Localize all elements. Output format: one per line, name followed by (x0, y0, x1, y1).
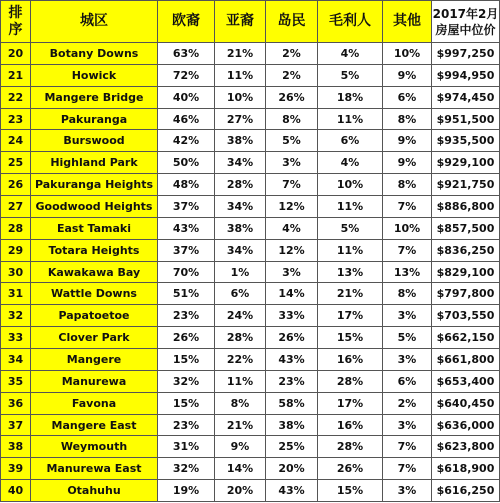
european-share-cell: 15% (158, 392, 215, 414)
other-share-cell: 8% (383, 174, 432, 196)
header-rank-line1: 排 (8, 4, 23, 21)
table-row (1, 152, 500, 174)
islander-share-cell: 43% (266, 480, 318, 502)
rank-cell: 38 (1, 436, 31, 458)
suburb-name-cell: Mangere East (31, 414, 158, 436)
maori-share-cell: 11% (318, 108, 383, 130)
asian-share-cell: 9% (215, 436, 266, 458)
asian-share-cell: 28% (215, 327, 266, 349)
islander-share-cell: 3% (266, 261, 318, 283)
table-row (1, 217, 500, 239)
rank-cell: 40 (1, 480, 31, 502)
median-price-cell: $623,800 (432, 436, 500, 458)
median-price-cell: $797,800 (432, 283, 500, 305)
asian-share-cell: 21% (215, 43, 266, 65)
table-row (1, 174, 500, 196)
table-row (1, 130, 500, 152)
european-share-cell: 46% (158, 108, 215, 130)
median-price-cell: $636,000 (432, 414, 500, 436)
rank-cell: 24 (1, 130, 31, 152)
suburb-name-cell: Mangere Bridge (31, 86, 158, 108)
header-price-line2: 房屋中位价 (435, 22, 496, 37)
european-share-cell: 37% (158, 239, 215, 261)
asian-share-cell: 1% (215, 261, 266, 283)
rank-cell: 34 (1, 349, 31, 371)
median-price-cell: $951,500 (432, 108, 500, 130)
table-row (1, 305, 500, 327)
asian-share-cell: 22% (215, 349, 266, 371)
maori-share-cell: 4% (318, 152, 383, 174)
header-european: 欧裔 (158, 1, 215, 43)
european-share-cell: 23% (158, 305, 215, 327)
islander-share-cell: 23% (266, 370, 318, 392)
rank-cell: 37 (1, 414, 31, 436)
european-share-cell: 31% (158, 436, 215, 458)
maori-share-cell: 10% (318, 174, 383, 196)
other-share-cell: 2% (383, 392, 432, 414)
rank-cell: 21 (1, 64, 31, 86)
rank-cell: 33 (1, 327, 31, 349)
median-price-cell: $921,750 (432, 174, 500, 196)
table-row (1, 414, 500, 436)
suburb-name-cell: Otahuhu (31, 480, 158, 502)
header-islander: 岛民 (266, 1, 318, 43)
other-share-cell: 7% (383, 239, 432, 261)
suburb-name-cell: Highland Park (31, 152, 158, 174)
european-share-cell: 63% (158, 43, 215, 65)
maori-share-cell: 11% (318, 239, 383, 261)
suburb-name-cell: Burswood (31, 130, 158, 152)
asian-share-cell: 27% (215, 108, 266, 130)
other-share-cell: 8% (383, 108, 432, 130)
other-share-cell: 8% (383, 283, 432, 305)
european-share-cell: 23% (158, 414, 215, 436)
header-asian: 亚裔 (215, 1, 266, 43)
islander-share-cell: 12% (266, 239, 318, 261)
rank-cell: 23 (1, 108, 31, 130)
table-row (1, 349, 500, 371)
suburb-name-cell: Totara Heights (31, 239, 158, 261)
european-share-cell: 32% (158, 370, 215, 392)
rank-cell: 22 (1, 86, 31, 108)
islander-share-cell: 43% (266, 349, 318, 371)
european-share-cell: 42% (158, 130, 215, 152)
suburb-name-cell: Manurewa (31, 370, 158, 392)
table-row (1, 436, 500, 458)
median-price-cell: $929,100 (432, 152, 500, 174)
median-price-cell: $661,800 (432, 349, 500, 371)
maori-share-cell: 11% (318, 196, 383, 218)
asian-share-cell: 20% (215, 480, 266, 502)
header-maori: 毛利人 (318, 1, 383, 43)
suburb-name-cell: Pakuranga Heights (31, 174, 158, 196)
islander-share-cell: 4% (266, 217, 318, 239)
suburb-name-cell: Botany Downs (31, 43, 158, 65)
asian-share-cell: 24% (215, 305, 266, 327)
rank-cell: 30 (1, 261, 31, 283)
rank-cell: 36 (1, 392, 31, 414)
asian-share-cell: 34% (215, 152, 266, 174)
maori-share-cell: 4% (318, 43, 383, 65)
islander-share-cell: 25% (266, 436, 318, 458)
islander-share-cell: 26% (266, 86, 318, 108)
maori-share-cell: 16% (318, 414, 383, 436)
asian-share-cell: 11% (215, 64, 266, 86)
table-body (1, 43, 500, 502)
suburb-name-cell: Weymouth (31, 436, 158, 458)
asian-share-cell: 38% (215, 217, 266, 239)
suburb-name-cell: Manurewa East (31, 458, 158, 480)
other-share-cell: 9% (383, 64, 432, 86)
islander-share-cell: 33% (266, 305, 318, 327)
table-row (1, 196, 500, 218)
maori-share-cell: 26% (318, 458, 383, 480)
rank-cell: 27 (1, 196, 31, 218)
other-share-cell: 7% (383, 196, 432, 218)
islander-share-cell: 8% (266, 108, 318, 130)
table-row (1, 261, 500, 283)
median-price-cell: $994,950 (432, 64, 500, 86)
suburb-name-cell: Goodwood Heights (31, 196, 158, 218)
european-share-cell: 70% (158, 261, 215, 283)
table-header (1, 1, 500, 43)
maori-share-cell: 18% (318, 86, 383, 108)
table-row (1, 86, 500, 108)
european-share-cell: 37% (158, 196, 215, 218)
asian-share-cell: 34% (215, 196, 266, 218)
islander-share-cell: 38% (266, 414, 318, 436)
suburb-name-cell: Howick (31, 64, 158, 86)
islander-share-cell: 7% (266, 174, 318, 196)
european-share-cell: 43% (158, 217, 215, 239)
suburb-name-cell: East Tamaki (31, 217, 158, 239)
header-rank-line2: 序 (8, 21, 23, 38)
median-price-cell: $935,500 (432, 130, 500, 152)
maori-share-cell: 13% (318, 261, 383, 283)
other-share-cell: 6% (383, 370, 432, 392)
asian-share-cell: 28% (215, 174, 266, 196)
table-row (1, 480, 500, 502)
median-price-cell: $836,250 (432, 239, 500, 261)
european-share-cell: 32% (158, 458, 215, 480)
islander-share-cell: 14% (266, 283, 318, 305)
european-share-cell: 50% (158, 152, 215, 174)
other-share-cell: 13% (383, 261, 432, 283)
other-share-cell: 5% (383, 327, 432, 349)
median-price-cell: $618,900 (432, 458, 500, 480)
other-share-cell: 7% (383, 436, 432, 458)
rank-cell: 26 (1, 174, 31, 196)
median-price-cell: $974,450 (432, 86, 500, 108)
asian-share-cell: 21% (215, 414, 266, 436)
rank-cell: 28 (1, 217, 31, 239)
header-price-line1: 2017年2月 (432, 6, 499, 21)
asian-share-cell: 38% (215, 130, 266, 152)
european-share-cell: 15% (158, 349, 215, 371)
other-share-cell: 10% (383, 217, 432, 239)
suburb-name-cell: Mangere (31, 349, 158, 371)
maori-share-cell: 6% (318, 130, 383, 152)
rank-cell: 20 (1, 43, 31, 65)
maori-share-cell: 28% (318, 436, 383, 458)
header-median-price (432, 1, 500, 43)
table-row (1, 64, 500, 86)
rank-cell: 39 (1, 458, 31, 480)
table-row (1, 283, 500, 305)
european-share-cell: 40% (158, 86, 215, 108)
european-share-cell: 51% (158, 283, 215, 305)
asian-share-cell: 11% (215, 370, 266, 392)
asian-share-cell: 14% (215, 458, 266, 480)
asian-share-cell: 10% (215, 86, 266, 108)
suburb-name-cell: Kawakawa Bay (31, 261, 158, 283)
rank-cell: 35 (1, 370, 31, 392)
header-row (1, 1, 500, 43)
european-share-cell: 19% (158, 480, 215, 502)
table-row (1, 392, 500, 414)
maori-share-cell: 17% (318, 392, 383, 414)
maori-share-cell: 17% (318, 305, 383, 327)
maori-share-cell: 15% (318, 327, 383, 349)
other-share-cell: 6% (383, 86, 432, 108)
other-share-cell: 3% (383, 414, 432, 436)
table-row (1, 239, 500, 261)
asian-share-cell: 6% (215, 283, 266, 305)
asian-share-cell: 8% (215, 392, 266, 414)
islander-share-cell: 2% (266, 43, 318, 65)
median-price-cell: $662,150 (432, 327, 500, 349)
islander-share-cell: 26% (266, 327, 318, 349)
table-row (1, 108, 500, 130)
median-price-cell: $997,250 (432, 43, 500, 65)
table-row (1, 370, 500, 392)
table-row (1, 43, 500, 65)
median-price-cell: $640,450 (432, 392, 500, 414)
median-price-cell: $616,250 (432, 480, 500, 502)
table-row (1, 458, 500, 480)
rank-cell: 32 (1, 305, 31, 327)
header-other: 其他 (383, 1, 432, 43)
other-share-cell: 3% (383, 349, 432, 371)
median-price-cell: $857,500 (432, 217, 500, 239)
islander-share-cell: 2% (266, 64, 318, 86)
other-share-cell: 3% (383, 305, 432, 327)
suburb-name-cell: Papatoetoe (31, 305, 158, 327)
median-price-cell: $653,400 (432, 370, 500, 392)
rank-cell: 31 (1, 283, 31, 305)
suburb-name-cell: Favona (31, 392, 158, 414)
other-share-cell: 3% (383, 480, 432, 502)
islander-share-cell: 12% (266, 196, 318, 218)
suburb-name-cell: Clover Park (31, 327, 158, 349)
european-share-cell: 72% (158, 64, 215, 86)
islander-share-cell: 58% (266, 392, 318, 414)
asian-share-cell: 34% (215, 239, 266, 261)
median-price-cell: $886,800 (432, 196, 500, 218)
other-share-cell: 9% (383, 130, 432, 152)
other-share-cell: 10% (383, 43, 432, 65)
rank-cell: 29 (1, 239, 31, 261)
maori-share-cell: 16% (318, 349, 383, 371)
suburb-name-cell: Pakuranga (31, 108, 158, 130)
other-share-cell: 9% (383, 152, 432, 174)
european-share-cell: 48% (158, 174, 215, 196)
maori-share-cell: 21% (318, 283, 383, 305)
median-price-cell: $829,100 (432, 261, 500, 283)
islander-share-cell: 5% (266, 130, 318, 152)
european-share-cell: 26% (158, 327, 215, 349)
header-rank (1, 1, 31, 43)
suburb-name-cell: Wattle Downs (31, 283, 158, 305)
other-share-cell: 7% (383, 458, 432, 480)
median-price-cell: $703,550 (432, 305, 500, 327)
maori-share-cell: 15% (318, 480, 383, 502)
maori-share-cell: 5% (318, 217, 383, 239)
header-area: 城区 (31, 1, 158, 43)
islander-share-cell: 3% (266, 152, 318, 174)
islander-share-cell: 20% (266, 458, 318, 480)
rank-cell: 25 (1, 152, 31, 174)
table-row (1, 327, 500, 349)
maori-share-cell: 5% (318, 64, 383, 86)
maori-share-cell: 28% (318, 370, 383, 392)
